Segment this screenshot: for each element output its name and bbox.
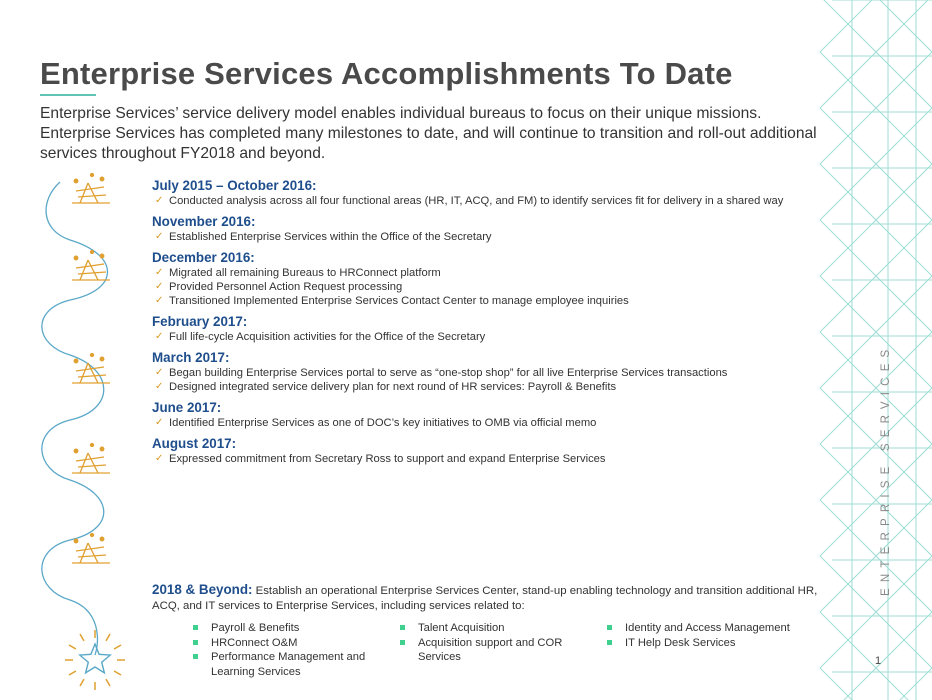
- milestone-item: [152, 380, 824, 394]
- service-item-text: Talent Acquisition: [418, 622, 505, 634]
- check-icon: ✓: [155, 381, 164, 392]
- service-item: [193, 650, 383, 679]
- slide-title: Enterprise Services Accomplishments To Date: [40, 56, 733, 91]
- milestone-heading: December 2016:: [152, 250, 255, 265]
- services-column-2: [400, 621, 590, 665]
- milestone-flag-icon: [72, 174, 110, 204]
- beyond-paragraph: [152, 583, 822, 613]
- milestone-7: [152, 436, 824, 466]
- page-number: 1: [875, 655, 882, 667]
- star-burst-icon: [65, 630, 125, 690]
- service-item-text: HRConnect O&M: [211, 636, 298, 649]
- milestone-item-text: Transitioned Implemented Enterprise Services Contact Center to manage employee inquiries: [169, 295, 629, 307]
- milestone-item: [152, 280, 824, 294]
- square-bullet-icon: [193, 640, 198, 645]
- check-icon: ✓: [155, 295, 164, 306]
- milestone-6: [152, 400, 824, 430]
- square-bullet-icon: [607, 640, 612, 645]
- services-column-3: [607, 621, 797, 650]
- service-item: [400, 621, 590, 636]
- milestone-list: [152, 178, 824, 472]
- milestone-5: [152, 350, 824, 394]
- milestone-item: [152, 266, 824, 280]
- square-bullet-icon: [400, 625, 405, 630]
- milestone-heading: March 2017:: [152, 350, 230, 365]
- check-icon: ✓: [155, 267, 164, 278]
- milestone-heading: June 2017:: [152, 400, 222, 415]
- milestone-item-text: Designed integrated service delivery plan for next round of HR services: Payroll & Benefits: [169, 381, 617, 393]
- milestone-item: [152, 366, 824, 380]
- milestone-4: [152, 314, 824, 344]
- milestone-2: [152, 214, 824, 244]
- milestone-items: [152, 416, 824, 430]
- milestone-item-text: Conducted analysis across all four functional areas (HR, IT, ACQ, and FM) to identify services fit for delivery in a shared way: [169, 195, 784, 207]
- service-item-text: Identity and Access Management: [625, 622, 790, 634]
- triangle-lattice-pattern: [820, 0, 932, 700]
- square-bullet-icon: [400, 640, 405, 645]
- service-item: [607, 621, 797, 636]
- milestone-3: [152, 250, 824, 308]
- milestone-heading: July 2015 – October 2016:: [152, 178, 317, 193]
- milestone-items: [152, 230, 824, 244]
- milestone-1: [152, 178, 824, 208]
- intro-paragraph: Enterprise Services’ service delivery model enables individual bureaus to focus on their unique missions. Enterprise Services has completed many milestones to date, and will continue to transition and roll-out additional services throughout FY2018 and beyond.: [40, 105, 817, 162]
- square-bullet-icon: [607, 625, 612, 630]
- milestone-item: [152, 194, 824, 208]
- milestone-heading: August 2017:: [152, 436, 237, 451]
- service-item: [193, 636, 383, 651]
- check-icon: ✓: [155, 331, 164, 342]
- milestone-item-text: Provided Personnel Action Request processing: [169, 281, 403, 293]
- milestone-heading: February 2017:: [152, 314, 248, 329]
- milestone-items: [152, 266, 824, 308]
- service-item: [193, 621, 383, 636]
- check-icon: ✓: [155, 417, 164, 428]
- milestone-item-text: Identified Enterprise Services as one of DOC’s key initiatives to OMB via official memo: [169, 417, 597, 429]
- timeline-path: [42, 182, 108, 655]
- milestone-items: [152, 452, 824, 466]
- milestone-flag-icon: [72, 251, 110, 281]
- service-item: [607, 636, 797, 651]
- title-underline: [40, 94, 96, 96]
- check-icon: ✓: [155, 453, 164, 464]
- check-icon: ✓: [155, 195, 164, 206]
- square-bullet-icon: [193, 625, 198, 630]
- check-icon: ✓: [155, 281, 164, 292]
- check-icon: ✓: [155, 367, 164, 378]
- milestone-item: [152, 452, 824, 466]
- beyond-label: 2018 & Beyond:: [152, 582, 253, 597]
- service-item-text: Acquisition support and COR Services: [418, 636, 563, 663]
- milestone-items: [152, 366, 824, 394]
- milestone-items: [152, 194, 824, 208]
- milestone-item-text: Migrated all remaining Bureaus to HRConnect platform: [169, 267, 441, 279]
- milestone-item: [152, 416, 824, 430]
- milestone-item: [152, 330, 824, 344]
- service-item-text: Performance Management and Learning Services: [211, 651, 366, 678]
- milestone-heading: November 2016:: [152, 214, 256, 229]
- milestone-item-text: Full life-cycle Acquisition activities for the Office of the Secretary: [169, 331, 486, 343]
- check-icon: ✓: [155, 231, 164, 242]
- milestone-item: [152, 230, 824, 244]
- milestone-item-text: Began building Enterprise Services portal to serve as “one-stop shop” for all live Enterprise Services transactions: [169, 367, 728, 379]
- milestone-item-text: Established Enterprise Services within the Office of the Secretary: [169, 231, 492, 243]
- milestone-item: [152, 294, 824, 308]
- square-bullet-icon: [193, 654, 198, 659]
- vertical-brand-text: ENTERPRISE SERVICES: [880, 343, 892, 596]
- milestone-items: [152, 330, 824, 344]
- milestone-flag-icon: [72, 444, 110, 474]
- beyond-text: Establish an operational Enterprise Services Center, stand-up enabling technology and transition additional HR, ACQ, and IT services to Enterprise Services, including services related to:: [152, 585, 818, 612]
- service-item-text: Payroll & Benefits: [211, 622, 300, 634]
- service-item-text: IT Help Desk Services: [625, 636, 736, 649]
- service-item: [400, 636, 590, 665]
- services-column-1: [193, 621, 383, 679]
- milestone-item-text: Expressed commitment from Secretary Ross to support and expand Enterprise Services: [169, 453, 606, 465]
